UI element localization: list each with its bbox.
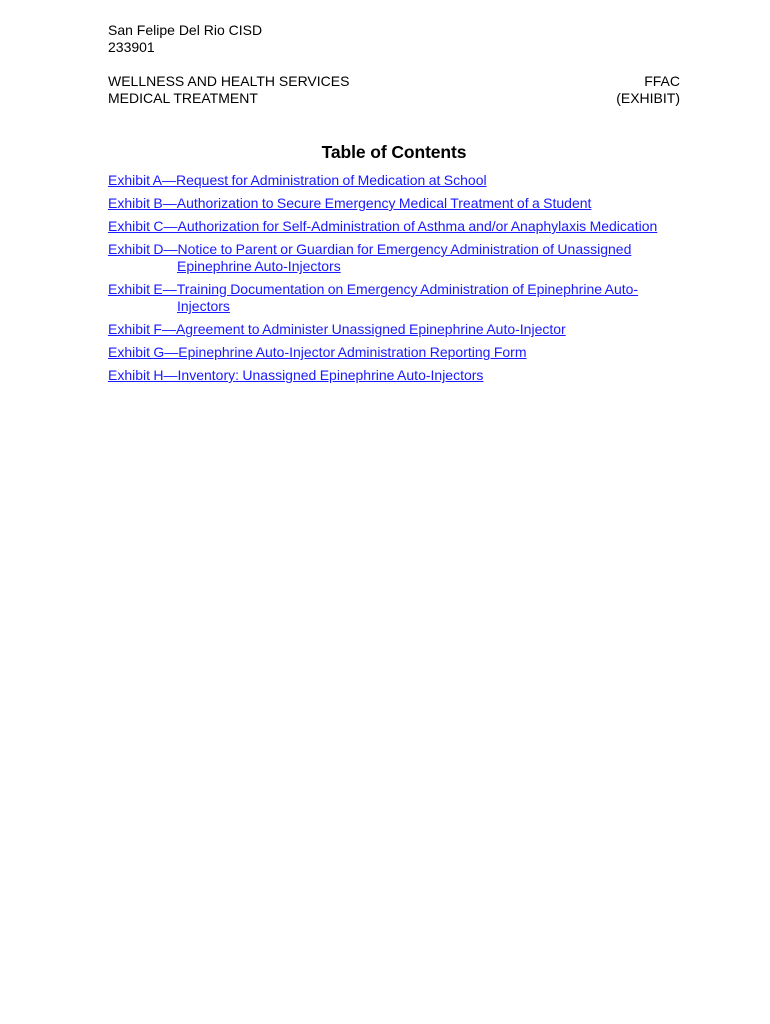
- subsection-title: MEDICAL TREATMENT: [108, 90, 258, 106]
- toc-item: [108, 172, 680, 189]
- toc-link-exhibit-g[interactable]: Exhibit G—Epinephrine Auto-Injector Administration Reporting Form: [108, 344, 527, 360]
- toc-item: [108, 367, 680, 384]
- policy-titles: [108, 73, 349, 107]
- toc-link-exhibit-b[interactable]: Exhibit B—Authorization to Secure Emergency Medical Treatment of a Student: [108, 195, 592, 211]
- toc-item: [108, 241, 680, 275]
- district-code: 233901: [108, 39, 155, 55]
- toc-item: [108, 321, 680, 338]
- toc-link-exhibit-h[interactable]: Exhibit H—Inventory: Unassigned Epinephrine Auto-Injectors: [108, 367, 484, 383]
- toc-link-exhibit-e[interactable]: Exhibit E—Training Documentation on Emergency Administration of Epinephrine Auto-Injectors: [108, 281, 639, 314]
- policy-code: FFAC: [644, 73, 680, 89]
- policy-header: [108, 73, 680, 107]
- toc-title: Table of Contents: [321, 142, 467, 162]
- toc-item: [108, 344, 680, 361]
- district-name: San Felipe Del Rio CISD: [108, 22, 263, 38]
- district-info: [108, 22, 680, 56]
- toc-item: [108, 281, 680, 315]
- toc-link-exhibit-f[interactable]: Exhibit F—Agreement to Administer Unassigned Epinephrine Auto-Injector: [108, 321, 566, 337]
- toc-link-exhibit-a[interactable]: Exhibit A—Request for Administration of Medication at School: [108, 172, 487, 188]
- document-page: [108, 22, 680, 390]
- policy-type: (EXHIBIT): [616, 90, 680, 106]
- section-title: WELLNESS AND HEALTH SERVICES: [108, 73, 350, 89]
- toc-item: [108, 218, 680, 235]
- toc-link-exhibit-c[interactable]: Exhibit C—Authorization for Self-Administration of Asthma and/or Anaphylaxis Medication: [108, 218, 658, 234]
- policy-codes: [616, 73, 680, 107]
- toc-list: [108, 172, 680, 384]
- toc-link-exhibit-d[interactable]: Exhibit D—Notice to Parent or Guardian for Emergency Administration of Unassigned Epinephrine Auto-Injectors: [108, 241, 632, 274]
- toc-item: [108, 195, 680, 212]
